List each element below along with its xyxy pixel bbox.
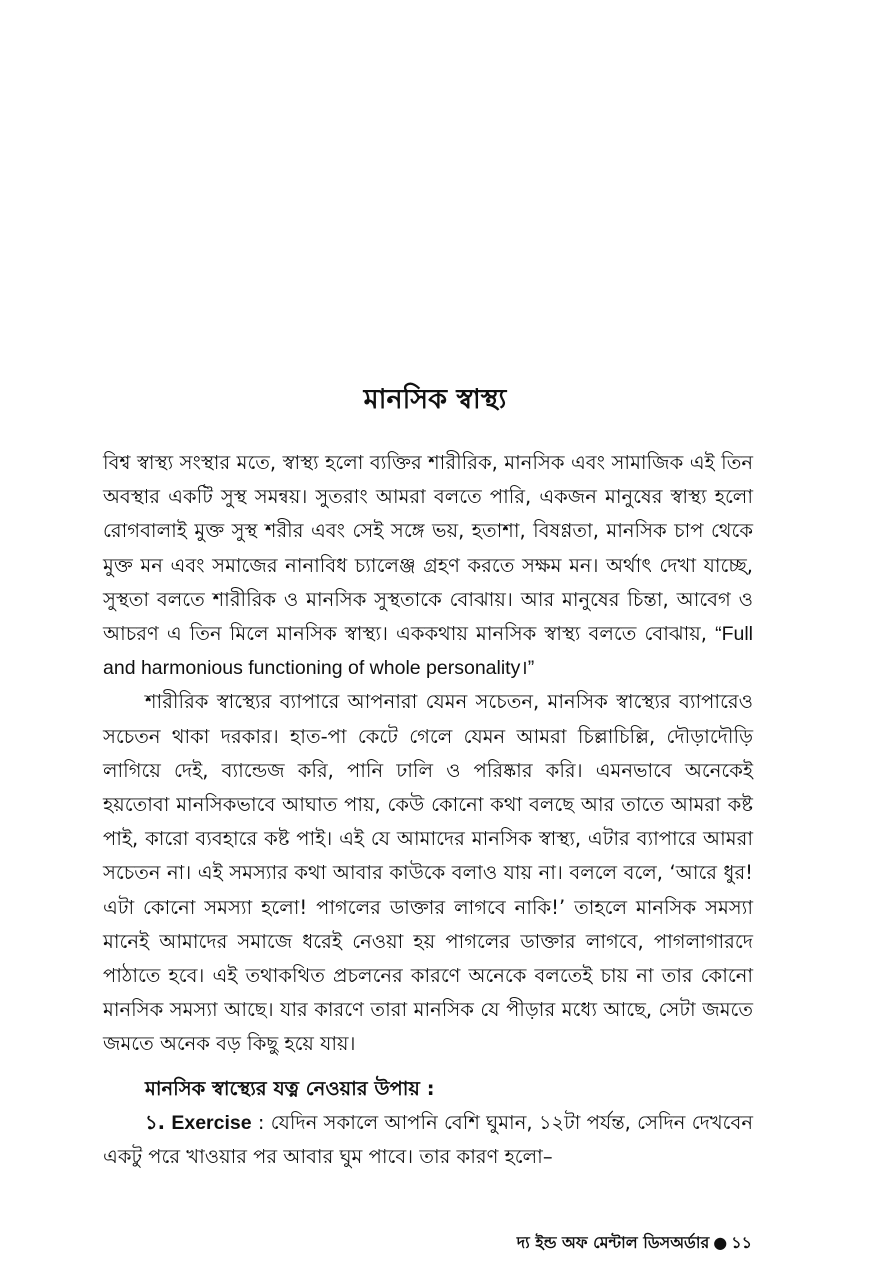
list-item-number: ১. bbox=[145, 1110, 166, 1134]
paragraph-definition-text: বিশ্ব স্বাস্থ্য সংস্থার মতে, স্বাস্থ্য হলো ব্যক্তির শারীরিক, মানসিক এবং সামাজিক এই তিন অবস্থার একটি সুস্থ সমন্বয়। সুতরাং আমরা বলতে পারি, একজন মানুষের স্বাস্থ্য হলো রোগবালাই মুক্ত সুস্থ শরীর এবং সেই সঙ্গে ভয়, হতাশা, বিষণ্ণতা, মানসিক চাপ থেকে মুক্ত মন এবং সমাজের নানাবিধ চ্যালেঞ্জ গ্রহণ করতে সক্ষম মন। অর্থাৎ দেখা যাচ্ছে, সুস্থতা বলতে শারীরিক ও মানসিক সুস্থতাকে বোঝায়। আর মানুষের চিন্তা, আবেগ ও আচরণ এ তিন মিলে মানসিক স্বাস্থ্য। এককথায় মানসিক স্বাস্থ্য বলতে বোঝায়, bbox=[103, 451, 753, 646]
list-item-keyword: Exercise bbox=[171, 1111, 252, 1134]
running-title: দ্য ইন্ড অফ মেন্টাল ডিসঅর্ডার bbox=[516, 1233, 710, 1252]
paragraph-awareness: শারীরিক স্বাস্থ্যের ব্যাপারে আপনারা যেমন সচেতন, মানসিক স্বাস্থ্যের ব্যাপারেও সচেতন থাকা দরকার। হাত-পা কেটে গেলে যেমন আমরা চিল্লাচিল্লি, দৌড়াদৌড়ি লাগিয়ে দেই, ব্যান্ডেজ করি, পানি ঢালি ও পরিষ্কার করি। এমনভাবে অনেকেই হয়তোবা মানসিকভাবে আঘাত পায়, কেউ কোনো কথা বলছে আর তাতে আমরা কষ্ট পাই, কারো ব্যবহারে কষ্ট পাই। এই যে আমাদের মানসিক স্বাস্থ্য, এটার ব্যাপারে আমরা সচেতন না। এই সমস্যার কথা আবার কাউকে বলাও যায় না। বললে বলে, ‘আরে ধুর! এটা কোনো সমস্যা হলো! পাগলের ডাক্তার লাগবে নাকি!’ তাহলে মানসিক সমস্যা মানেই আমাদের সমাজে ধরেই নেওয়া হয় পাগলের ডাক্তার লাগবে, পাগলাগারদে পাঠাতে হবে। এই তথাকথিত প্রচলনের কারণে অনেকে বলতেই চায় না তার কোনো মানসিক সমস্যা আছে। যার কারণে তারা মানসিক যে পীড়ার মধ্যে আছে, সেটা জমতে জমতে অনেক বড় কিছু হয়ে যায়। bbox=[103, 690, 753, 1056]
page-footer bbox=[0, 1232, 752, 1254]
page-number: ১১ bbox=[731, 1233, 752, 1252]
list-item-text: : যেদিন সকালে আপনি বেশি ঘুমান, ১২টা পর্যন্ত, সেদিন দেখবেন একটু পরে খাওয়ার পর আবার ঘুম পাবে। তার কারণ হলো– bbox=[103, 1110, 753, 1169]
chapter-title: মানসিক স্বাস্থ্য bbox=[363, 384, 507, 415]
body-text bbox=[103, 446, 753, 1174]
who-quote: “Full and harmonious functioning of whole personality।” bbox=[103, 623, 753, 680]
section-heading: মানসিক স্বাস্থ্যের যত্ন নেওয়ার উপায় : bbox=[145, 1076, 435, 1100]
list-item-exercise bbox=[103, 1106, 753, 1174]
paragraph-definition bbox=[103, 446, 753, 685]
bullet-separator-icon: ● bbox=[713, 1233, 728, 1252]
